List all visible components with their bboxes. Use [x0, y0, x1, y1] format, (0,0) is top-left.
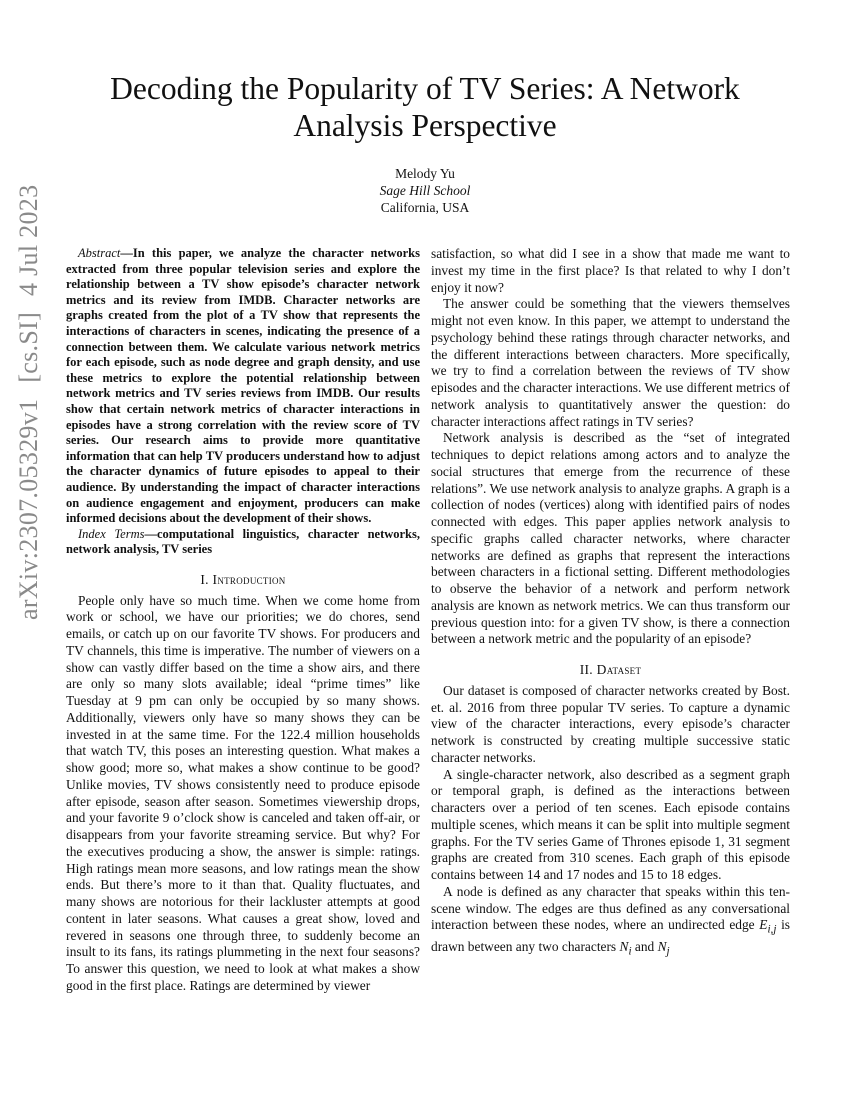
introduction-paragraph-1-continued: satisfaction, so what did I see in a show that made me want to invest my time in the first place? Is that related to why I don’t enjoy it now? [431, 246, 790, 295]
arxiv-category: [cs.SI] [14, 311, 43, 383]
dataset-paragraph-3-text: A node is defined as any character that speaks within this ten-scene window. The edges are thus defined as any conversational interaction between these nodes, where an undirected edge [431, 883, 790, 933]
math-node-i-symbol: $N_i$ [619, 938, 632, 958]
introduction-paragraph-2: The answer could be something that the viewers themselves might not even know. In this paper, we attempt to understand the psychology behind these ratings through character networks, and the different interactions between characters. More specifically, we try to find a correlation between the reviews of TV show episodes and the character interactions. We use different metrics of network analysis to quantitatively answer the question: do character interactions affect ratings in TV series? [431, 296, 790, 429]
paper-title: Decoding the Popularity of TV Series: A Network Analysis Perspective [110, 71, 740, 143]
abstract [66, 246, 420, 527]
left-column [66, 246, 420, 995]
introduction-paragraph-1: People only have so much time. When we come home from work or school, we have our priorities; we do chores, send emails, or catch up on our favorite TV shows. For producers and TV channels, this time is imperative. The number of viewers on a show can vastly differ based on the time a show airs, and there are only so many slots available; ideal “prime times” like Tuesday at 9 pm can only be occupied by so many shows. Additionally, viewers only have so many shows they can be invested in at the same time. For the 122.4 million households that watch TV, this poses an interesting question. What makes a show good; more so, what makes a show continue to be good? Unlike movies, TV shows consistently need to produce episode after episode, season after season. Sometimes viewership drops, and your favorite 9 o’clock show is canceled and taken off-air, or disappears from your favorite streaming service. But why? For the executives producing a show, the answer is simple: ratings. High ratings mean more seasons, and low ratings mean the show ends. But there’s more to it than that. Quality fluctuates, and many shows are notorious for their lackluster attempts at good content in later seasons. What causes a great show, loved and revered in seasons one through three, to suddenly become an insult to its fans, its ratings plummeting in the next four seasons? To answer this question, we need to look at what makes a show good in the first place. Ratings are determined by viewer [66, 592, 420, 993]
section-heading-introduction: I. Introduction [200, 571, 286, 587]
dataset-paragraph-2: A single-character network, also described as a segment graph or temporal graph, is defined as the interactions between characters over a period of ten scenes. Each episode contains multiple scenes, which means it can be split into multiple segment graphs. For the TV series Game of Thrones episode 1, 31 segment graphs are created from 310 scenes. Each graph of this episode contains between 14 and 17 nodes and 15 to 18 edges. [431, 766, 790, 882]
author-affiliation: Sage Hill School [379, 183, 471, 198]
abstract-text: —In this paper, we analyze the character networks extracted from three popular television series and explore the relationship between a TV show episode’s character network metrics and its review from IMDB. Character networks are graphs created from the plot of a TV show that represents the interactions of characters in scenes, indicating the presence of a connection between them. We calculate various network metrics for each episode, such as node degree and graph density, and use these metrics to explore the potential relationship between network metrics and TV series reviews from IMDB. Our results show that certain network metrics of character interactions in episodes have a strong correlation with the review score of TV series. Our research aims to provide more quantitative information that can help TV producers understand how to adjust the character dynamics of future episodes to appeal to their audience. By understanding the impact of character interactions on audience engagement and enjoyment, producers can make informed decisions about the development of their shows. [66, 246, 420, 526]
author-location: California, USA [380, 200, 470, 215]
introduction-paragraph-3: Network analysis is described as the “set of integrated techniques to depict relations among actors and to analyze the social structures that emerge from the recurrence of these relations”. We use network analysis to analyze graphs. A graph is a collection of nodes (vertices) along with identified pairs of nodes connected with edges. This paper applies network analysis to specific graphs called character networks, where character networks are defined as graphs that represent the interactions between characters in a fictional setting. Different methodologies to observe the behavior of a network and perform network analysis are known as network metrics. We can thus transform our previous question into: for a given TV show, is there a connection between a network metric and the popularity of an episode? [431, 430, 790, 647]
math-node-j-symbol: $N_j$ [657, 938, 670, 958]
section-heading-dataset: II. Dataset [579, 662, 642, 677]
index-terms [66, 527, 420, 558]
index-terms-label: Index Terms [78, 526, 145, 541]
math-edge-symbol: $E_{i,j}$ [759, 917, 777, 936]
dataset-paragraph-1: Our dataset is composed of character networks created by Bost. et. al. 2016 from three popular TV series. To capture a dynamic view of the character interactions, every episode’s character network is constructed by creating multiple successive static character networks. [431, 682, 790, 765]
arxiv-id: arXiv:2307.05329v1 [14, 398, 43, 620]
author-block [60, 165, 790, 216]
index-terms-text: —computational linguistics, character networks, network analysis, TV series [66, 526, 420, 557]
abstract-label: Abstract [78, 246, 121, 260]
right-column [431, 246, 790, 960]
math-and-text: and [631, 938, 658, 954]
arxiv-date: 4 Jul 2023 [14, 184, 43, 296]
author-name: Melody Yu [395, 166, 455, 181]
dataset-paragraph-3 [431, 884, 790, 960]
math-mid-text: is drawn between any two characters [431, 917, 791, 954]
